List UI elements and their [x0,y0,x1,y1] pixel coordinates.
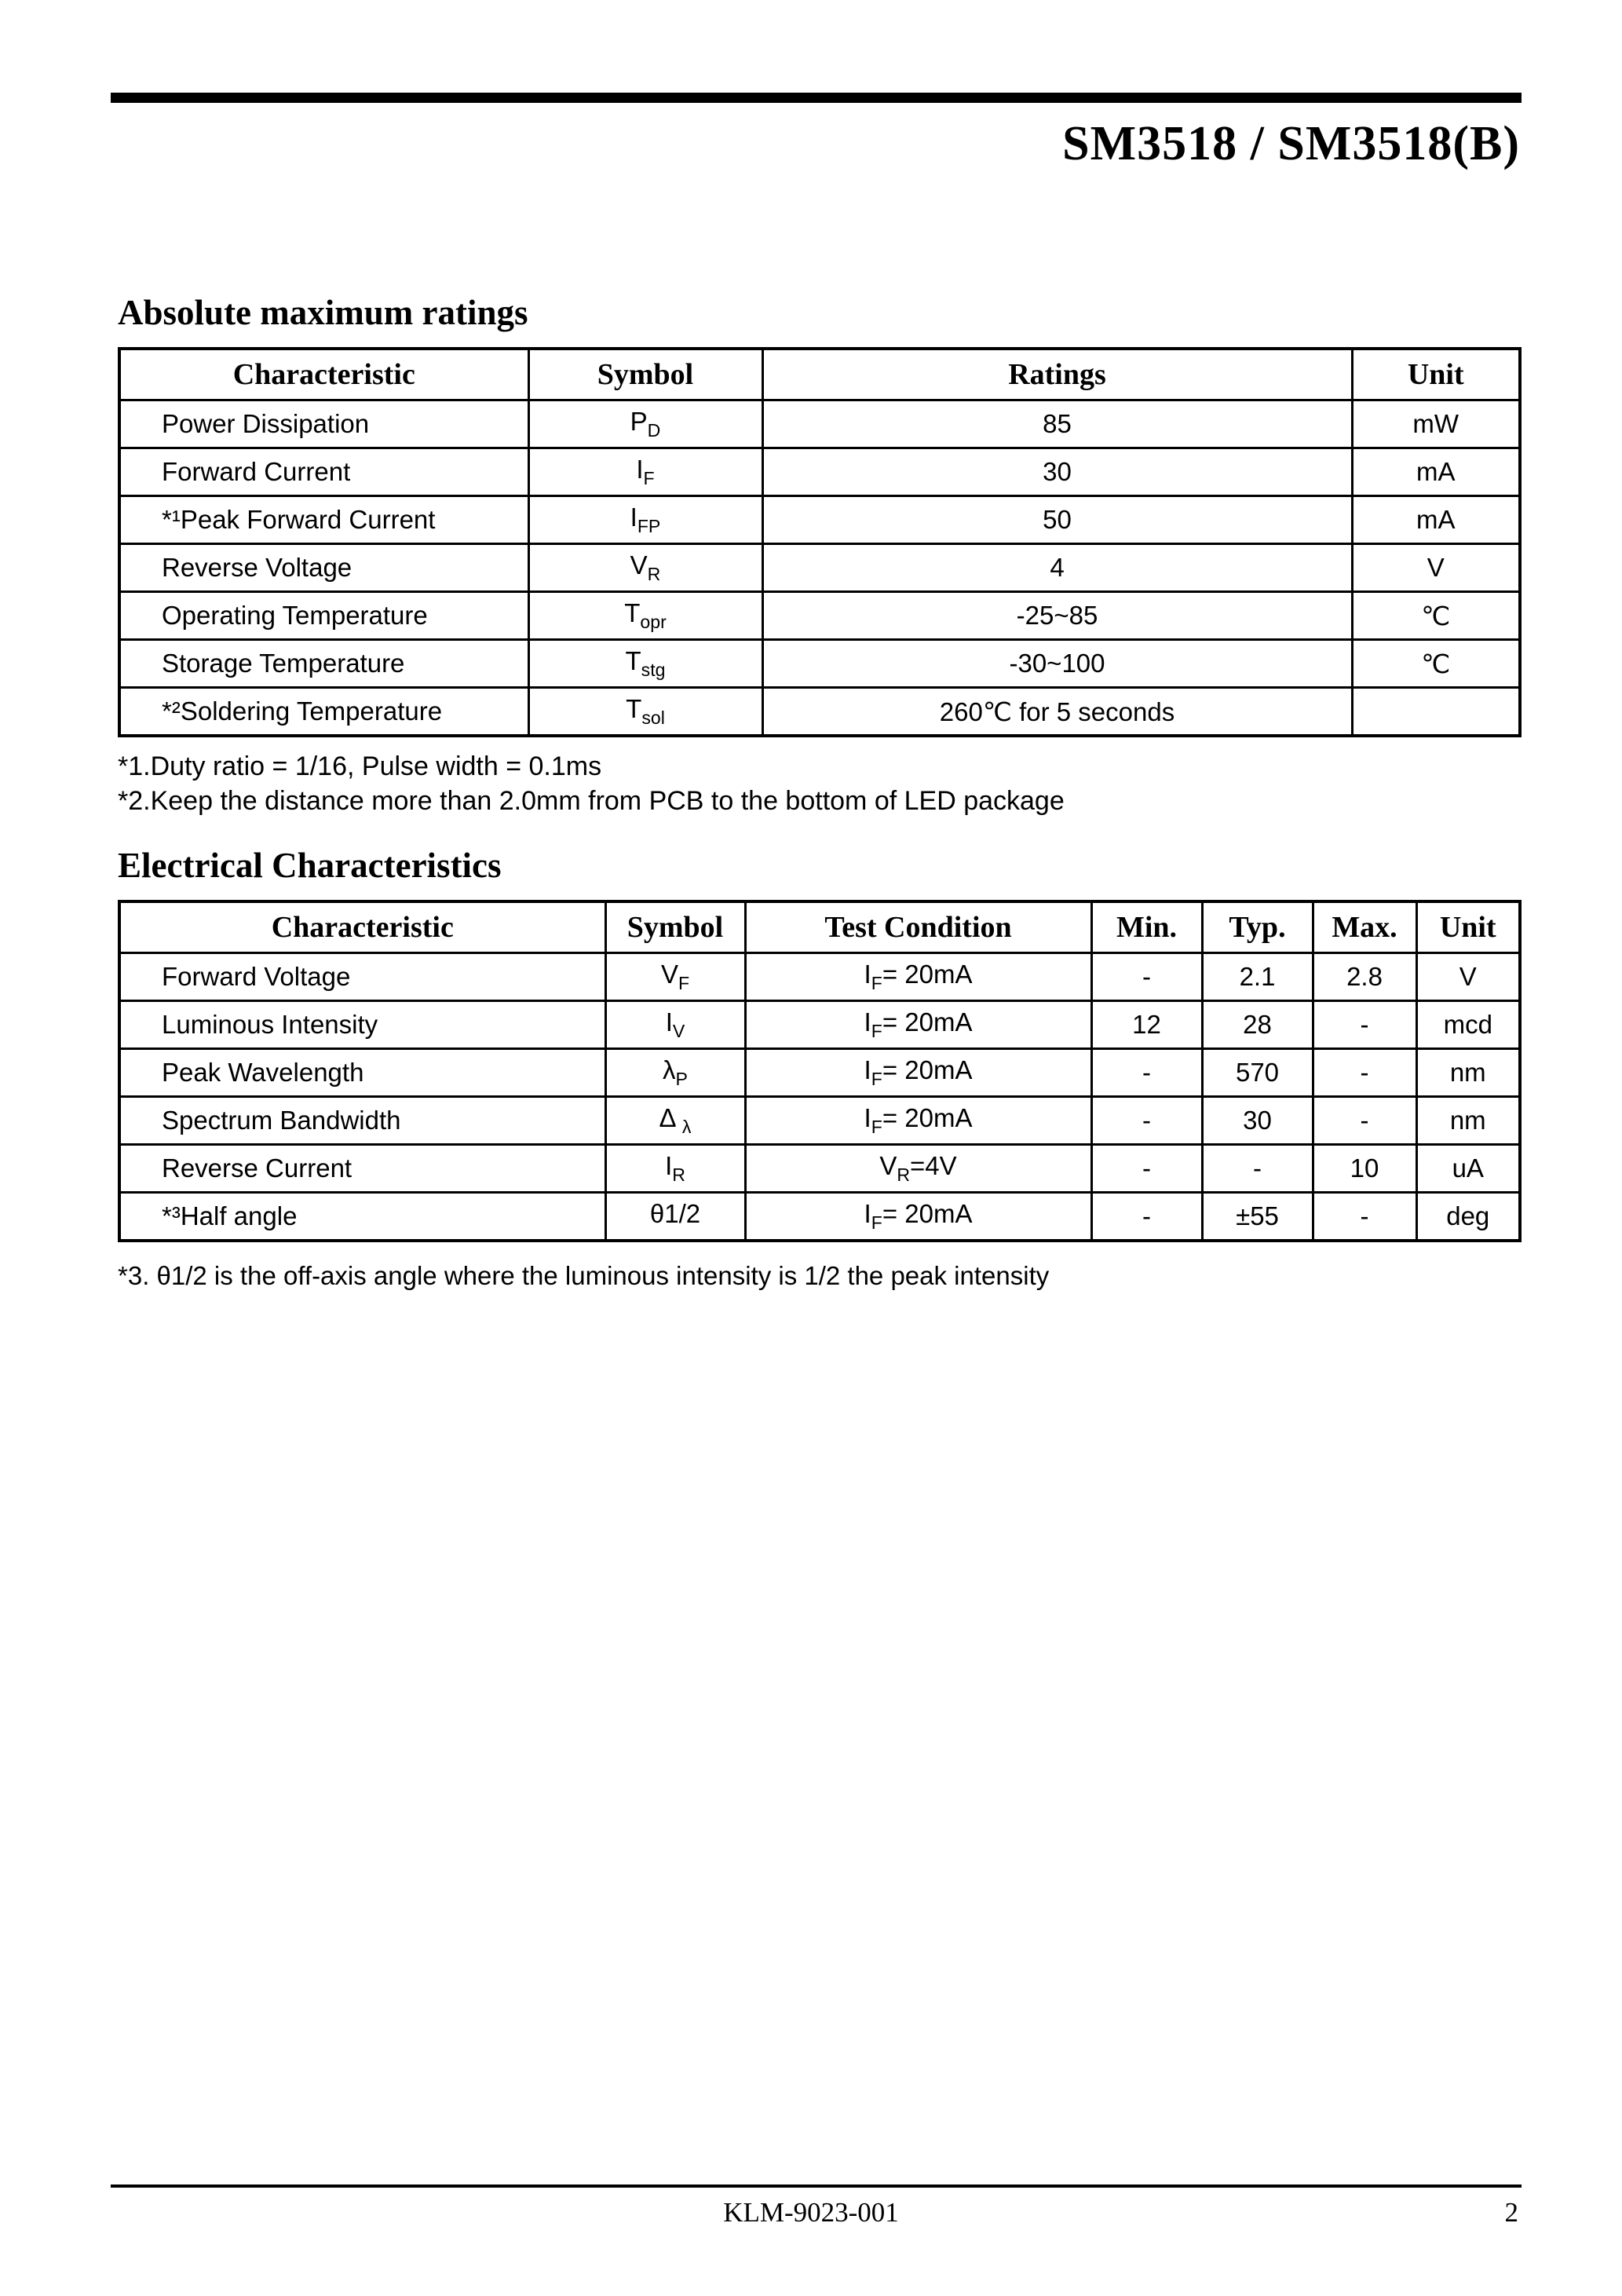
col-header-max: Max. [1313,901,1416,953]
symbol-sub: R [647,564,661,585]
tc-base: I [864,959,871,989]
characteristic-cell: Spectrum Bandwidth [119,1097,605,1145]
unit-cell [1352,688,1520,737]
unit-cell: mA [1352,496,1520,544]
tc-rest: = 20mA [882,1198,973,1228]
unit-cell: ℃ [1352,640,1520,688]
unit-cell: V [1416,953,1520,1001]
top-rule [111,93,1522,103]
abs-max-notes [118,750,1518,818]
max-cell: - [1313,1049,1416,1097]
unit-cell: mW [1352,400,1520,448]
rating-cell: -25~85 [762,592,1352,640]
tc-base: I [864,1198,871,1228]
abs-max-section [118,292,1518,818]
rating-cell: 260℃ for 5 seconds [762,688,1352,737]
symbol-base: Δ [659,1102,682,1132]
symbol-cell [605,1097,745,1145]
table-row [119,953,1520,1001]
symbol-base: P [630,406,648,436]
symbol-sub: stg [641,660,666,681]
tc-rest: = 20mA [882,959,973,989]
tc-base: I [864,1055,871,1084]
symbol-base: T [624,598,641,627]
tc-sub: F [871,1021,882,1042]
tc-rest: = 20mA [882,1102,973,1132]
header-row [119,901,1520,953]
table-row [119,1049,1520,1097]
typ-cell: 2.1 [1202,953,1313,1001]
rating-cell: 85 [762,400,1352,448]
electrical-table [118,900,1522,1242]
symbol-cell [528,496,762,544]
rating-cell: 50 [762,496,1352,544]
tc-sub: F [871,1212,882,1234]
test-condition-cell [745,1097,1091,1145]
col-header-typ: Typ. [1202,901,1313,953]
unit-cell: nm [1416,1049,1520,1097]
symbol-sub: F [678,973,690,994]
symbol-base: I [630,502,637,532]
min-cell: - [1091,1145,1202,1193]
symbol-base: T [626,693,642,723]
unit-cell: mcd [1416,1001,1520,1049]
min-cell: - [1091,953,1202,1001]
tc-base: V [879,1150,897,1180]
max-cell: - [1313,1001,1416,1049]
col-header-test-condition: Test Condition [745,901,1091,953]
characteristic-cell: Luminous Intensity [119,1001,605,1049]
characteristic-cell: Peak Wavelength [119,1049,605,1097]
max-cell: 2.8 [1313,953,1416,1001]
header-row [119,349,1520,400]
note: *3. θ1/2 is the off-axis angle where the luminous intensity is 1/2 the peak intensity [118,1261,1050,1290]
rating-cell: 30 [762,448,1352,496]
test-condition-cell [745,1049,1091,1097]
symbol-cell [605,1145,745,1193]
table-row [119,640,1520,688]
table-row [119,400,1520,448]
characteristic-cell: Forward Voltage [119,953,605,1001]
symbol-base: V [630,550,648,579]
col-header-ratings: Ratings [762,349,1352,400]
col-header-characteristic: Characteristic [119,901,605,953]
typ-cell: 30 [1202,1097,1313,1145]
abs-max-heading: Absolute maximum ratings [118,293,528,332]
max-cell: - [1313,1193,1416,1241]
tc-sub: F [871,1117,882,1138]
symbol-sub: F [643,468,655,489]
symbol-sub: D [647,420,661,441]
tc-rest: =4V [910,1150,957,1180]
electrical-section [118,845,1518,1291]
table-row [119,1001,1520,1049]
typ-cell: 570 [1202,1049,1313,1097]
characteristic-cell: *³Half angle [119,1193,605,1241]
tc-rest: = 20mA [882,1055,973,1084]
symbol-base: V [660,959,678,989]
characteristic-cell: Reverse Current [119,1145,605,1193]
typ-cell: - [1202,1145,1313,1193]
symbol-cell [528,400,762,448]
symbol-base: I [665,1007,673,1036]
tc-rest: = 20mA [882,1007,973,1036]
tc-sub: F [871,1069,882,1090]
unit-cell: nm [1416,1097,1520,1145]
tc-sub: R [897,1164,911,1186]
note: *1.Duty ratio = 1/16, Pulse width = 0.1ms [118,751,602,781]
symbol-sub: opr [640,612,667,633]
symbol-cell [528,544,762,592]
col-header-unit: Unit [1352,349,1520,400]
symbol-cell [605,1193,745,1241]
characteristic-cell: *¹Peak Forward Current [119,496,528,544]
rating-cell: -30~100 [762,640,1352,688]
symbol-cell [605,953,745,1001]
symbol-sub: FP [637,516,661,537]
symbol-base: T [625,645,641,675]
symbol-base: I [636,454,644,484]
characteristic-cell: Storage Temperature [119,640,528,688]
min-cell: - [1091,1097,1202,1145]
abs-max-table [118,347,1522,737]
table-row [119,496,1520,544]
characteristic-cell: Operating Temperature [119,592,528,640]
symbol-cell [528,688,762,737]
symbol-cell [528,640,762,688]
characteristic-cell: Power Dissipation [119,400,528,448]
symbol-base: λ [663,1055,676,1084]
typ-cell: 28 [1202,1001,1313,1049]
max-cell: - [1313,1097,1416,1145]
col-header-characteristic: Characteristic [119,349,528,400]
col-header-min: Min. [1091,901,1202,953]
unit-cell: mA [1352,448,1520,496]
rating-cell: 4 [762,544,1352,592]
symbol-sub: R [672,1164,685,1186]
symbol-cell [528,448,762,496]
col-header-symbol: Symbol [605,901,745,953]
test-condition-cell [745,953,1091,1001]
tc-base: I [864,1007,871,1036]
footer-rule [111,2184,1522,2188]
test-condition-cell [745,1193,1091,1241]
unit-cell: ℃ [1352,592,1520,640]
table-row [119,448,1520,496]
table-row [119,688,1520,737]
characteristic-cell: Forward Current [119,448,528,496]
min-cell: - [1091,1049,1202,1097]
table-row [119,1097,1520,1145]
test-condition-cell [745,1001,1091,1049]
symbol-sub: V [672,1021,685,1042]
unit-cell: deg [1416,1193,1520,1241]
symbol-sub: P [675,1069,688,1090]
col-header-unit: Unit [1416,901,1520,953]
min-cell: 12 [1091,1001,1202,1049]
table-row [119,592,1520,640]
footer-doc-number: KLM-9023-001 [723,2197,899,2228]
symbol-cell [528,592,762,640]
characteristic-cell: Reverse Voltage [119,544,528,592]
page-title: SM3518 / SM3518(B) [1062,117,1520,170]
col-header-symbol: Symbol [528,349,762,400]
note: *2.Keep the distance more than 2.0mm from PCB to the bottom of LED package [118,785,1065,816]
min-cell: - [1091,1193,1202,1241]
table-row [119,544,1520,592]
symbol-sub: sol [641,707,665,729]
typ-cell: ±55 [1202,1193,1313,1241]
unit-cell: uA [1416,1145,1520,1193]
unit-cell: V [1352,544,1520,592]
symbol-base: θ1/2 [649,1198,701,1228]
tc-base: I [864,1102,871,1132]
characteristic-cell: *²Soldering Temperature [119,688,528,737]
tc-sub: F [871,973,882,994]
symbol-cell [605,1049,745,1097]
symbol-sub: λ [681,1117,692,1138]
max-cell: 10 [1313,1145,1416,1193]
table-row [119,1193,1520,1241]
symbol-base: I [665,1150,673,1180]
table-row [119,1145,1520,1193]
footer-page-number: 2 [1504,2197,1518,2228]
test-condition-cell [745,1145,1091,1193]
electrical-heading: Electrical Characteristics [118,846,502,885]
symbol-cell [605,1001,745,1049]
